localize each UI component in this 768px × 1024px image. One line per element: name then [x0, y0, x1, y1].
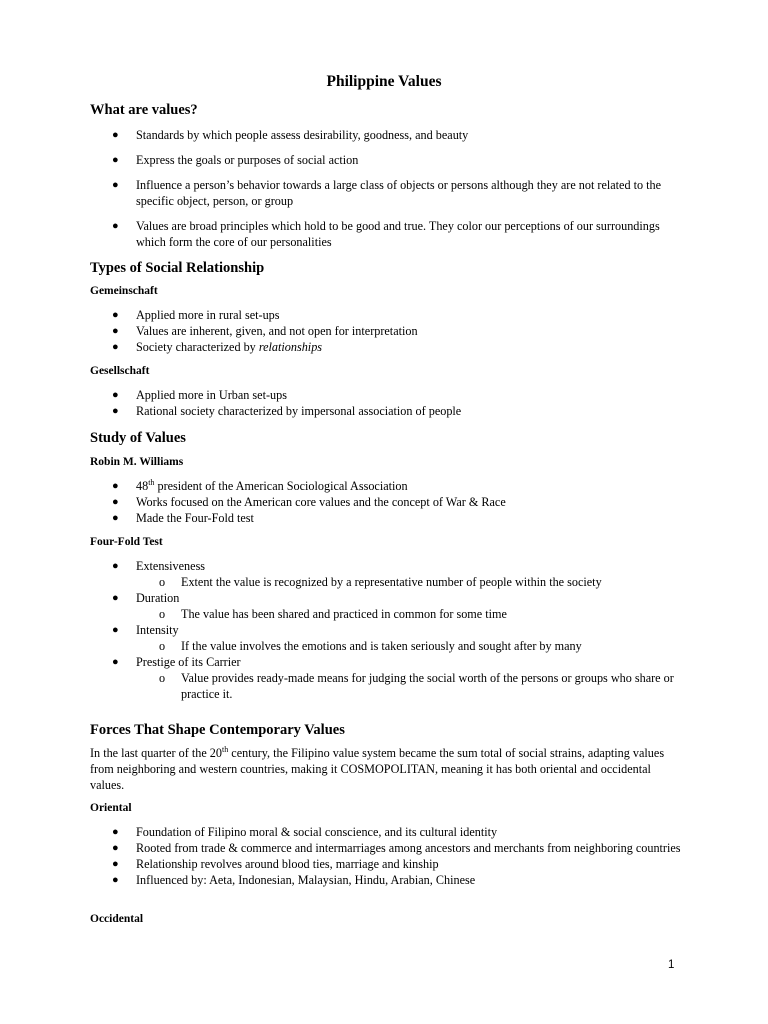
list-item-text: Applied more in Urban set-ups [136, 388, 287, 402]
list-item [90, 127, 690, 143]
list-item-text: Influence a person’s behavior towards a large class of objects or persons although they are not related to the specific object, person, or group [136, 178, 662, 208]
list-item [90, 218, 690, 250]
page-number: 1 [668, 959, 675, 971]
circle-bullet-icon: o [159, 607, 166, 621]
bullet-icon: ● [112, 389, 119, 401]
bullet-icon: ● [112, 179, 119, 191]
list-item [90, 387, 690, 403]
forces-paragraph [90, 745, 688, 793]
sub-list-item-text: Extent the value is recognized by a representative number of people within the society [181, 575, 602, 589]
heading-forces: Forces That Shape Contemporary Values [90, 722, 345, 738]
bullet-icon: ● [112, 592, 119, 604]
list-item [90, 558, 690, 590]
list-item-text: Intensity [136, 623, 179, 637]
four-fold-list [90, 558, 690, 702]
italic-term: relationships [258, 340, 323, 354]
list-item [90, 152, 690, 168]
list-item [90, 840, 690, 856]
oriental-list [90, 824, 690, 888]
paragraph-text: century, the Filipino value system became the sum total of social strains, adapting values from neighboring and western countries, making it COSMOPOLITAN, meaning it has both oriental and occidental values. [90, 746, 665, 792]
list-item [90, 478, 690, 494]
sub-list-item [136, 638, 690, 654]
list-item [90, 177, 690, 209]
list-item-text: Rooted from trade & commerce and intermarriages among ancestors and merchants from neighboring countries [136, 841, 681, 855]
sub-list [136, 638, 690, 654]
heading-types-of-social-relationship: Types of Social Relationship [90, 260, 265, 276]
circle-bullet-icon: o [159, 671, 166, 685]
list-item [90, 339, 690, 355]
bullet-icon: ● [112, 656, 119, 668]
list-item [90, 510, 690, 526]
sub-list-item-text: The value has been shared and practiced in common for some time [181, 607, 507, 621]
bullet-icon: ● [112, 220, 119, 232]
sub-list-item [136, 606, 690, 622]
list-item [90, 824, 690, 840]
list-item-text: Society characterized by [136, 340, 259, 354]
bullet-icon: ● [112, 405, 119, 417]
heading-what-are-values: What are values? [90, 102, 198, 118]
list-item [90, 590, 690, 622]
list-item-text: Made the Four-Fold test [136, 511, 254, 525]
bullet-icon: ● [112, 496, 119, 508]
bullet-icon: ● [112, 624, 119, 636]
bullet-icon: ● [112, 480, 119, 492]
heading-study-of-values: Study of Values [90, 430, 186, 446]
list-item-number: 48 [136, 479, 149, 493]
ordinal-suffix: th [222, 744, 229, 754]
gesellschaft-list [90, 387, 690, 419]
subheading-gemeinschaft: Gemeinschaft [90, 285, 158, 297]
list-item-text: Standards by which people assess desirability, goodness, and beauty [136, 128, 469, 142]
subheading-robin-williams: Robin M. Williams [90, 456, 184, 468]
bullet-icon: ● [112, 874, 119, 886]
list-item [90, 307, 690, 323]
subheading-gesellschaft: Gesellschaft [90, 365, 150, 377]
bullet-icon: ● [112, 129, 119, 141]
sub-list-item [136, 574, 690, 590]
bullet-icon: ● [112, 858, 119, 870]
bullet-icon: ● [112, 154, 119, 166]
list-item-text: Rational society characterized by impersonal association of people [136, 404, 462, 418]
sub-list-item [136, 670, 690, 702]
list-item-text: Influenced by: Aeta, Indonesian, Malaysian, Hindu, Arabian, Chinese [136, 873, 476, 887]
sub-list-item-text: Value provides ready-made means for judging the social worth of the persons or groups who share or practice it. [181, 671, 674, 701]
bullet-icon: ● [112, 842, 119, 854]
page-title: Philippine Values [326, 73, 442, 90]
list-item [90, 403, 690, 419]
what-are-values-list [90, 127, 690, 259]
list-item [90, 654, 690, 702]
sub-list [136, 574, 690, 590]
paragraph-text: In the last quarter of the 20 [90, 746, 222, 760]
bullet-icon: ● [112, 560, 119, 572]
bullet-icon: ● [112, 325, 119, 337]
list-item-text: Foundation of Filipino moral & social conscience, and its cultural identity [136, 825, 498, 839]
list-item-text: Applied more in rural set-ups [136, 308, 280, 322]
list-item-text: Values are inherent, given, and not open for interpretation [136, 324, 418, 338]
bullet-icon: ● [112, 512, 119, 524]
list-item-text: Extensiveness [136, 559, 206, 573]
circle-bullet-icon: o [159, 639, 166, 653]
list-item-text: Prestige of its Carrier [136, 655, 241, 669]
list-item [90, 856, 690, 872]
subheading-occidental: Occidental [90, 913, 144, 925]
list-item [90, 323, 690, 339]
list-item-text: Relationship revolves around blood ties, marriage and kinship [136, 857, 439, 871]
subheading-oriental: Oriental [90, 802, 132, 814]
list-item-text: Duration [136, 591, 180, 605]
subheading-four-fold-test: Four-Fold Test [90, 536, 163, 548]
sub-list [136, 670, 690, 702]
bullet-icon: ● [112, 341, 119, 353]
bullet-icon: ● [112, 309, 119, 321]
list-item [90, 872, 690, 888]
list-item-text: Works focused on the American core values and the concept of War & Race [136, 495, 506, 509]
sub-list [136, 606, 690, 622]
sub-list-item-text: If the value involves the emotions and is taken seriously and sought after by many [181, 639, 582, 653]
list-item-text: Values are broad principles which hold to be good and true. They color our perceptions of our surroundings which form the core of our personalities [136, 219, 660, 249]
robin-williams-list [90, 478, 690, 526]
list-item [90, 494, 690, 510]
ordinal-suffix: th [148, 477, 155, 487]
list-item-text: Express the goals or purposes of social action [136, 153, 359, 167]
list-item [90, 622, 690, 654]
circle-bullet-icon: o [159, 575, 166, 589]
gemeinschaft-list [90, 307, 690, 355]
bullet-icon: ● [112, 826, 119, 838]
list-item-text: president of the American Sociological Association [154, 479, 408, 493]
